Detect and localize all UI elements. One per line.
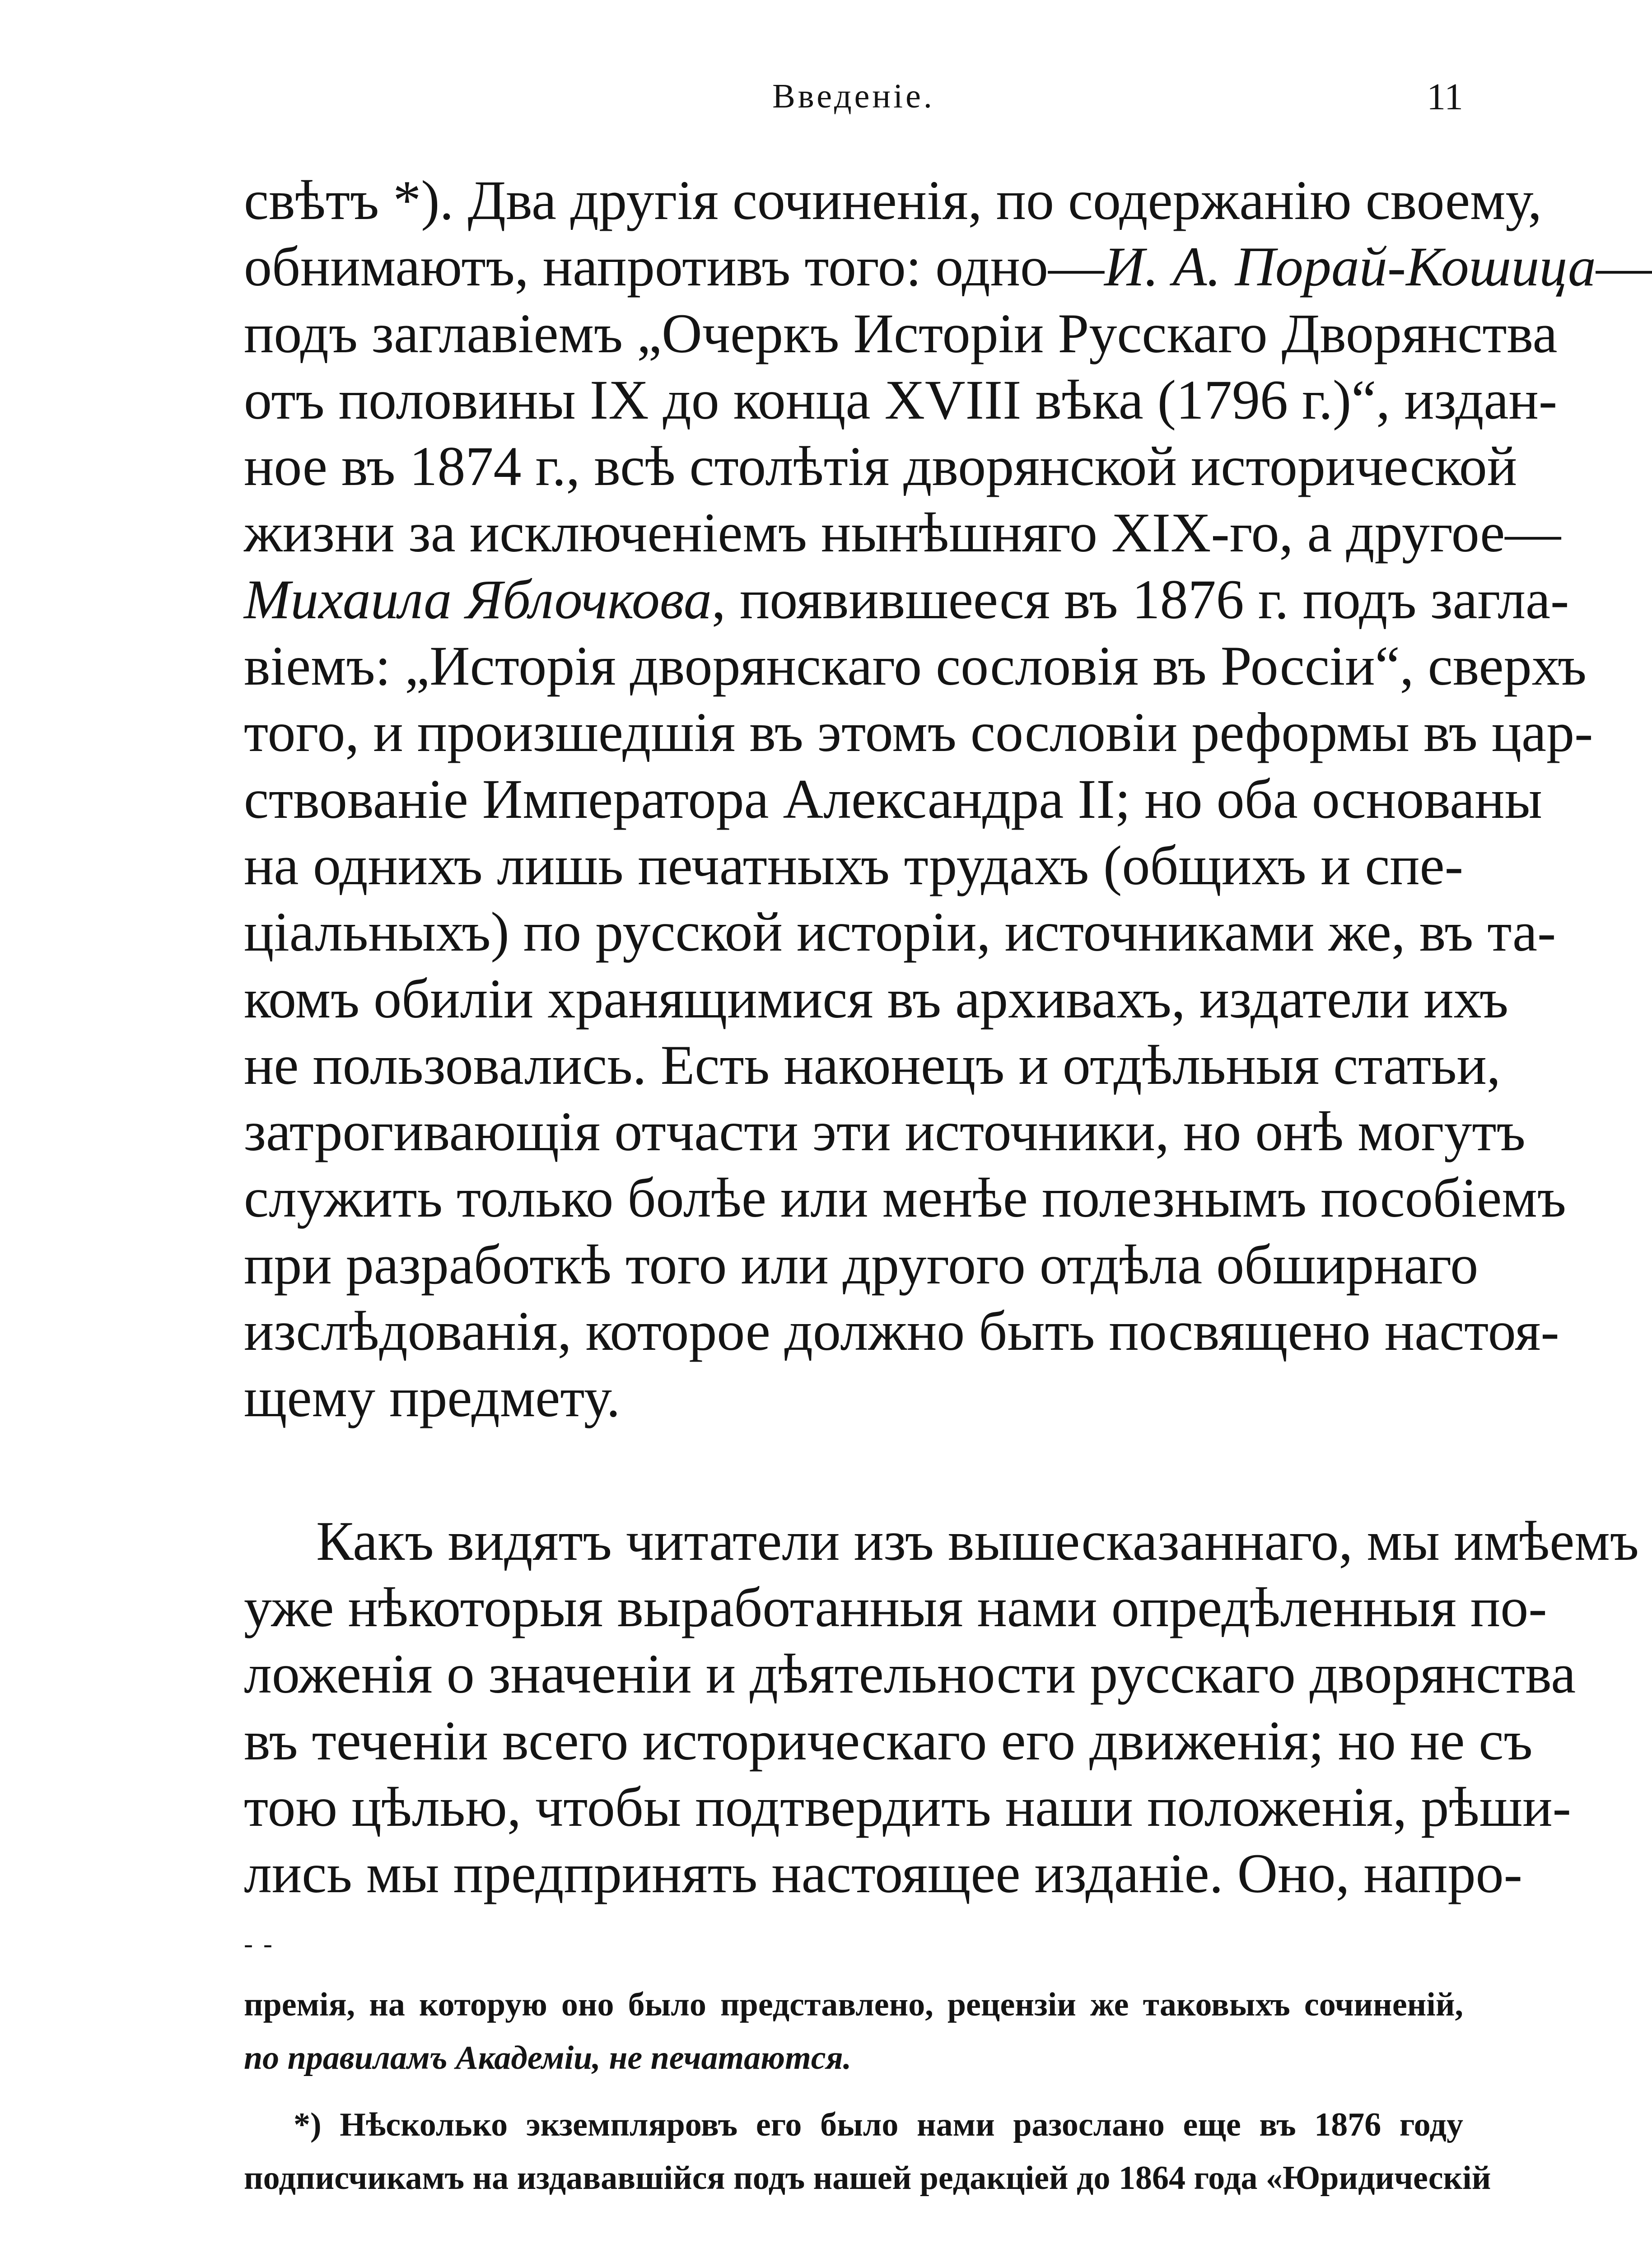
running-head — [244, 68, 1463, 131]
text-segment: обнимаютъ, напротивъ того: одно— — [244, 236, 1105, 298]
text-line: изслѣдованія, которое должно быть посвящено настоя- — [244, 1300, 1559, 1362]
text-line: тою цѣлью, чтобы подтвердить наши положенія, рѣши- — [244, 1776, 1571, 1838]
footnote-line: премія, на которую оно было представлено, рецензіи же таковыхъ сочиненій, — [244, 1986, 1463, 2023]
text-line: не пользовались. Есть наконецъ и отдѣльныя статьи, — [244, 1034, 1501, 1096]
text-line: комъ обиліи хранящимися въ архивахъ, издатели ихъ — [244, 967, 1509, 1030]
text-line: лись мы предпринять настоящее изданіе. Оно, напро- — [244, 1843, 1522, 1905]
text-line: того, и произшедшія въ этомъ сословіи реформы въ цар- — [244, 701, 1593, 764]
footnote-line: по правиламъ Академіи, не печатаются. — [244, 2039, 852, 2076]
text-line: жизни за исключеніемъ нынѣшняго XIX-го, а другое— — [244, 502, 1561, 564]
paragraph-2 — [244, 1508, 1639, 1907]
author-name-italic: Михаила Яблочкова — [244, 568, 712, 630]
page-number: 11 — [1427, 76, 1463, 118]
footnote-line: *) Нѣсколько экземпляровъ его было нами разослано еще въ 1876 году — [294, 2106, 1463, 2143]
text-line: свѣтъ *). Два другія сочиненія, по содержанію своему, — [244, 169, 1542, 231]
text-segment: , появившееся въ 1876 г. подъ загла- — [711, 568, 1569, 630]
author-name-italic: И. А. Порай-Кошица — [1104, 236, 1596, 298]
footnote-separator: - - — [244, 1929, 274, 1959]
text-line: служить только болѣе или менѣе полезнымъ пособіемъ — [244, 1167, 1566, 1229]
paragraph-gap — [244, 1431, 1463, 1508]
text-line: щему предмету. — [244, 1367, 621, 1429]
paragraph-1 — [244, 167, 1652, 1431]
text-segment: — — [1596, 236, 1652, 298]
text-line: ствованіе Императора Александра II; но оба основаны — [244, 768, 1542, 830]
text-line: Какъ видятъ читатели изъ вышесказаннаго, мы имѣемъ — [316, 1510, 1639, 1572]
text-line: віемъ: „Исторія дворянскаго сословія въ Россіи“, сверхъ — [244, 635, 1587, 697]
text-line: при разработкѣ того или другого отдѣла обширнаго — [244, 1233, 1479, 1296]
text-line: ложенія о значеніи и дѣятельности русскаго дворянства — [244, 1643, 1576, 1705]
text-line: уже нѣкоторыя выработанныя нами опредѣленныя по- — [244, 1576, 1547, 1638]
text-line: подъ заглавіемъ „Очеркъ Исторіи Русскаго Дворянства — [244, 302, 1558, 364]
footnote-gap — [244, 2085, 1463, 2098]
chapter-title: Введеніе. — [772, 77, 935, 115]
text-line — [244, 233, 1652, 300]
text-line: затрогивающія отчасти эти источники, но онѣ могутъ — [244, 1101, 1526, 1163]
body-text — [244, 167, 1652, 1907]
footnote-line: подписчикамъ на издававшійся подъ нашей редакціей до 1864 года «Юридическій — [244, 2160, 1491, 2197]
text-line: ціальныхъ) по русской исторіи, источниками же, въ та- — [244, 901, 1556, 963]
footnotes — [244, 1978, 1491, 2205]
text-line — [244, 566, 1569, 633]
text-line: отъ половины IX до конца XVIII вѣка (1796 г.)“, издан- — [244, 369, 1558, 431]
text-line: ное въ 1874 г., всѣ столѣтія дворянской исторической — [244, 435, 1517, 498]
text-line: въ теченіи всего историческаго его движенія; но не съ — [244, 1709, 1533, 1772]
text-line: на однихъ лишь печатныхъ трудахъ (общихъ и спе- — [244, 834, 1463, 896]
